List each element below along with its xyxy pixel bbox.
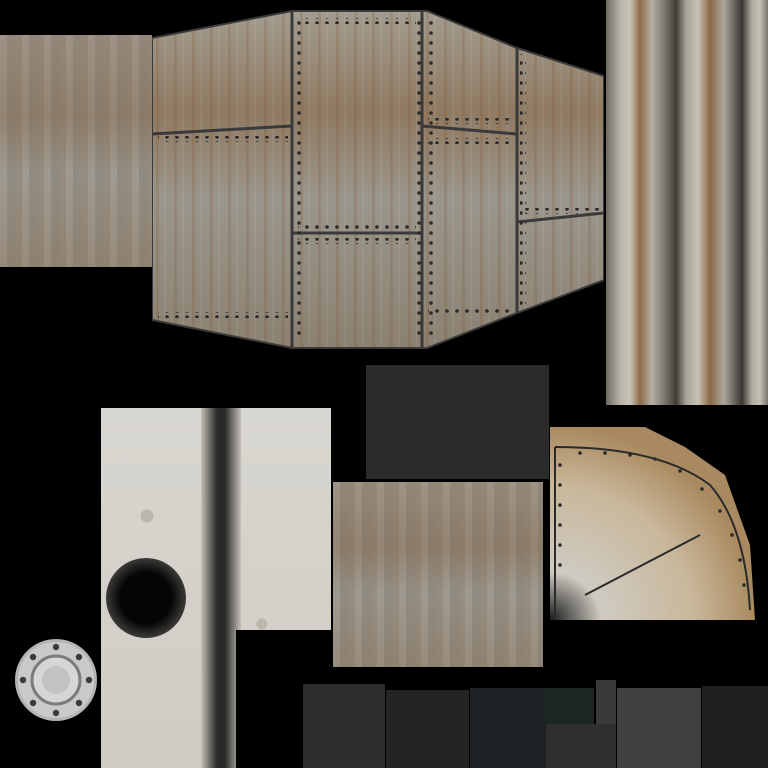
swatch-bottom-2 xyxy=(386,690,469,768)
swatch-bottom-8 xyxy=(702,686,768,768)
painted-pipe-with-hole xyxy=(101,408,331,768)
pipe-hole xyxy=(106,558,186,638)
flange-bolt-disc xyxy=(14,638,98,722)
swatch-bottom-5 xyxy=(546,724,616,768)
vertical-pipe-strip xyxy=(606,0,768,405)
swatch-bottom-4 xyxy=(546,688,594,724)
riveted-wall-strip xyxy=(152,8,604,354)
swatch-bottom-3 xyxy=(470,688,546,768)
plain-panel-left xyxy=(0,35,152,267)
dark-swatch-top xyxy=(366,365,549,479)
curved-pipe-elbow xyxy=(550,425,755,625)
pipe-shadow-band xyxy=(201,408,241,768)
swatch-bottom-7 xyxy=(617,688,701,768)
swatch-bottom-1 xyxy=(303,684,385,768)
swatch-bottom-6 xyxy=(596,680,616,724)
plain-panel-center xyxy=(333,482,543,667)
